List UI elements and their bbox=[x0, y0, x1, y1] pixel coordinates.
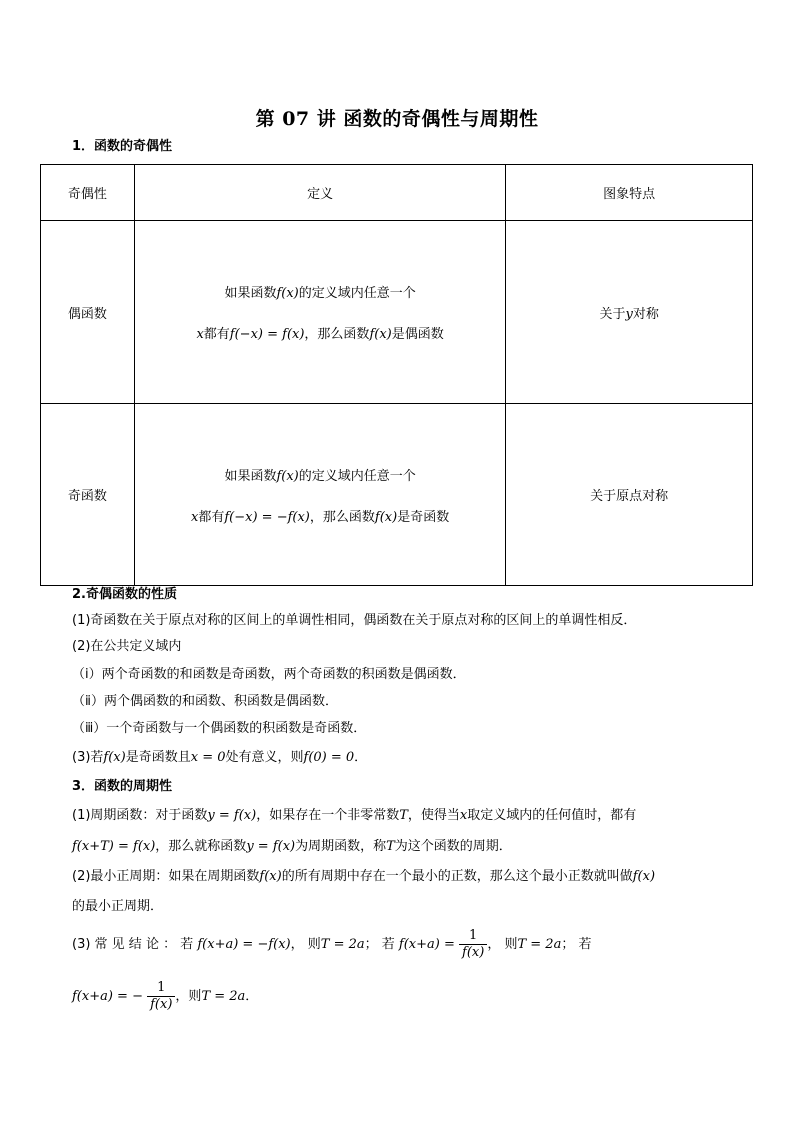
section3-paragraph-2: (2)最小正周期：如果在周期函数f(x)的所有周期中存在一个最小的正数，那么这个最小正数就叫做f(x) bbox=[72, 869, 656, 884]
row-feature-cell: 关于原点对称 bbox=[506, 404, 753, 586]
section2-heading: 2.奇偶函数的性质 bbox=[72, 587, 177, 602]
definition-line-1: 如果函数f(x)的定义域内任意一个 bbox=[224, 286, 416, 301]
header-cell-graph-feature: 图象特点 bbox=[506, 165, 753, 221]
row-feature-cell: 关于y对称 bbox=[506, 221, 753, 404]
row-definition-cell bbox=[134, 221, 505, 404]
section3-heading: 3．函数的周期性 bbox=[72, 779, 173, 794]
section3-paragraph-3: (3) 常 见 结 论 ： 若 f(x+a) = −f(x)， 则T = 2a； 若 f(x+a) = $\frac{1}{f(x)}$ ， 则T = 2a； 若 bbox=[72, 928, 592, 960]
section2-paragraph-6: (3)若f(x)是奇函数且x = 0处有意义，则f(0) = 0． bbox=[72, 750, 368, 765]
definition-line-2: x都有f(−x) = −f(x)，那么函数f(x)是奇函数 bbox=[191, 509, 450, 525]
section2-paragraph-5: （ⅲ）一个奇函数与一个偶函数的积函数是奇函数． bbox=[72, 721, 367, 736]
section2-paragraph-1: (1)奇函数在关于原点对称的区间上的单调性相同，偶函数在关于原点对称的区间上的单调性相反． bbox=[72, 613, 637, 628]
section3-paragraph-1: (1)周期函数：对于函数y = f(x)，如果存在一个非零常数T，使得当x取定义域内的任何值时，都有 bbox=[72, 808, 637, 823]
fraction: $\frac{1}{f(x)}$ bbox=[147, 980, 175, 1013]
section3-paragraph-3-cont: f(x+a) = − $\frac{1}{f(x)}$ ，则T = 2a． bbox=[72, 980, 259, 1012]
section2-paragraph-2: (2)在公共定义域内 bbox=[72, 639, 182, 654]
table-header-row bbox=[41, 165, 753, 221]
definition-line-1: 如果函数f(x)的定义域内任意一个 bbox=[224, 468, 416, 484]
parity-table bbox=[40, 164, 753, 586]
section3-paragraph-1-cont: f(x+T) = f(x)，那么就称函数y = f(x)为周期函数，称T为这个函数的周期． bbox=[72, 839, 512, 854]
section2-paragraph-4: （ⅱ）两个偶函数的和函数、积函数是偶函数． bbox=[72, 694, 338, 709]
row-type-cell: 偶函数 bbox=[41, 221, 135, 404]
row-type-cell: 奇函数 bbox=[41, 404, 135, 586]
header-cell-definition: 定义 bbox=[134, 165, 505, 221]
section3-paragraph-2-cont: 的最小正周期． bbox=[72, 899, 164, 914]
fraction: $\frac{1}{f(x)}$ bbox=[459, 928, 487, 961]
section1-heading: 1．函数的奇偶性 bbox=[72, 139, 173, 154]
header-cell-parity: 奇偶性 bbox=[41, 165, 135, 221]
definition-line-2: x都有f(−x) = f(x)，那么函数f(x)是偶函数 bbox=[196, 327, 444, 342]
page-title: 第 07 讲 函数的奇偶性与周期性 bbox=[255, 108, 539, 130]
section2-paragraph-3: （ⅰ）两个奇函数的和函数是奇函数，两个奇函数的积函数是偶函数． bbox=[72, 667, 466, 682]
row-definition-cell bbox=[134, 404, 505, 586]
table-row-odd bbox=[41, 404, 753, 586]
table-row-even bbox=[41, 221, 753, 404]
